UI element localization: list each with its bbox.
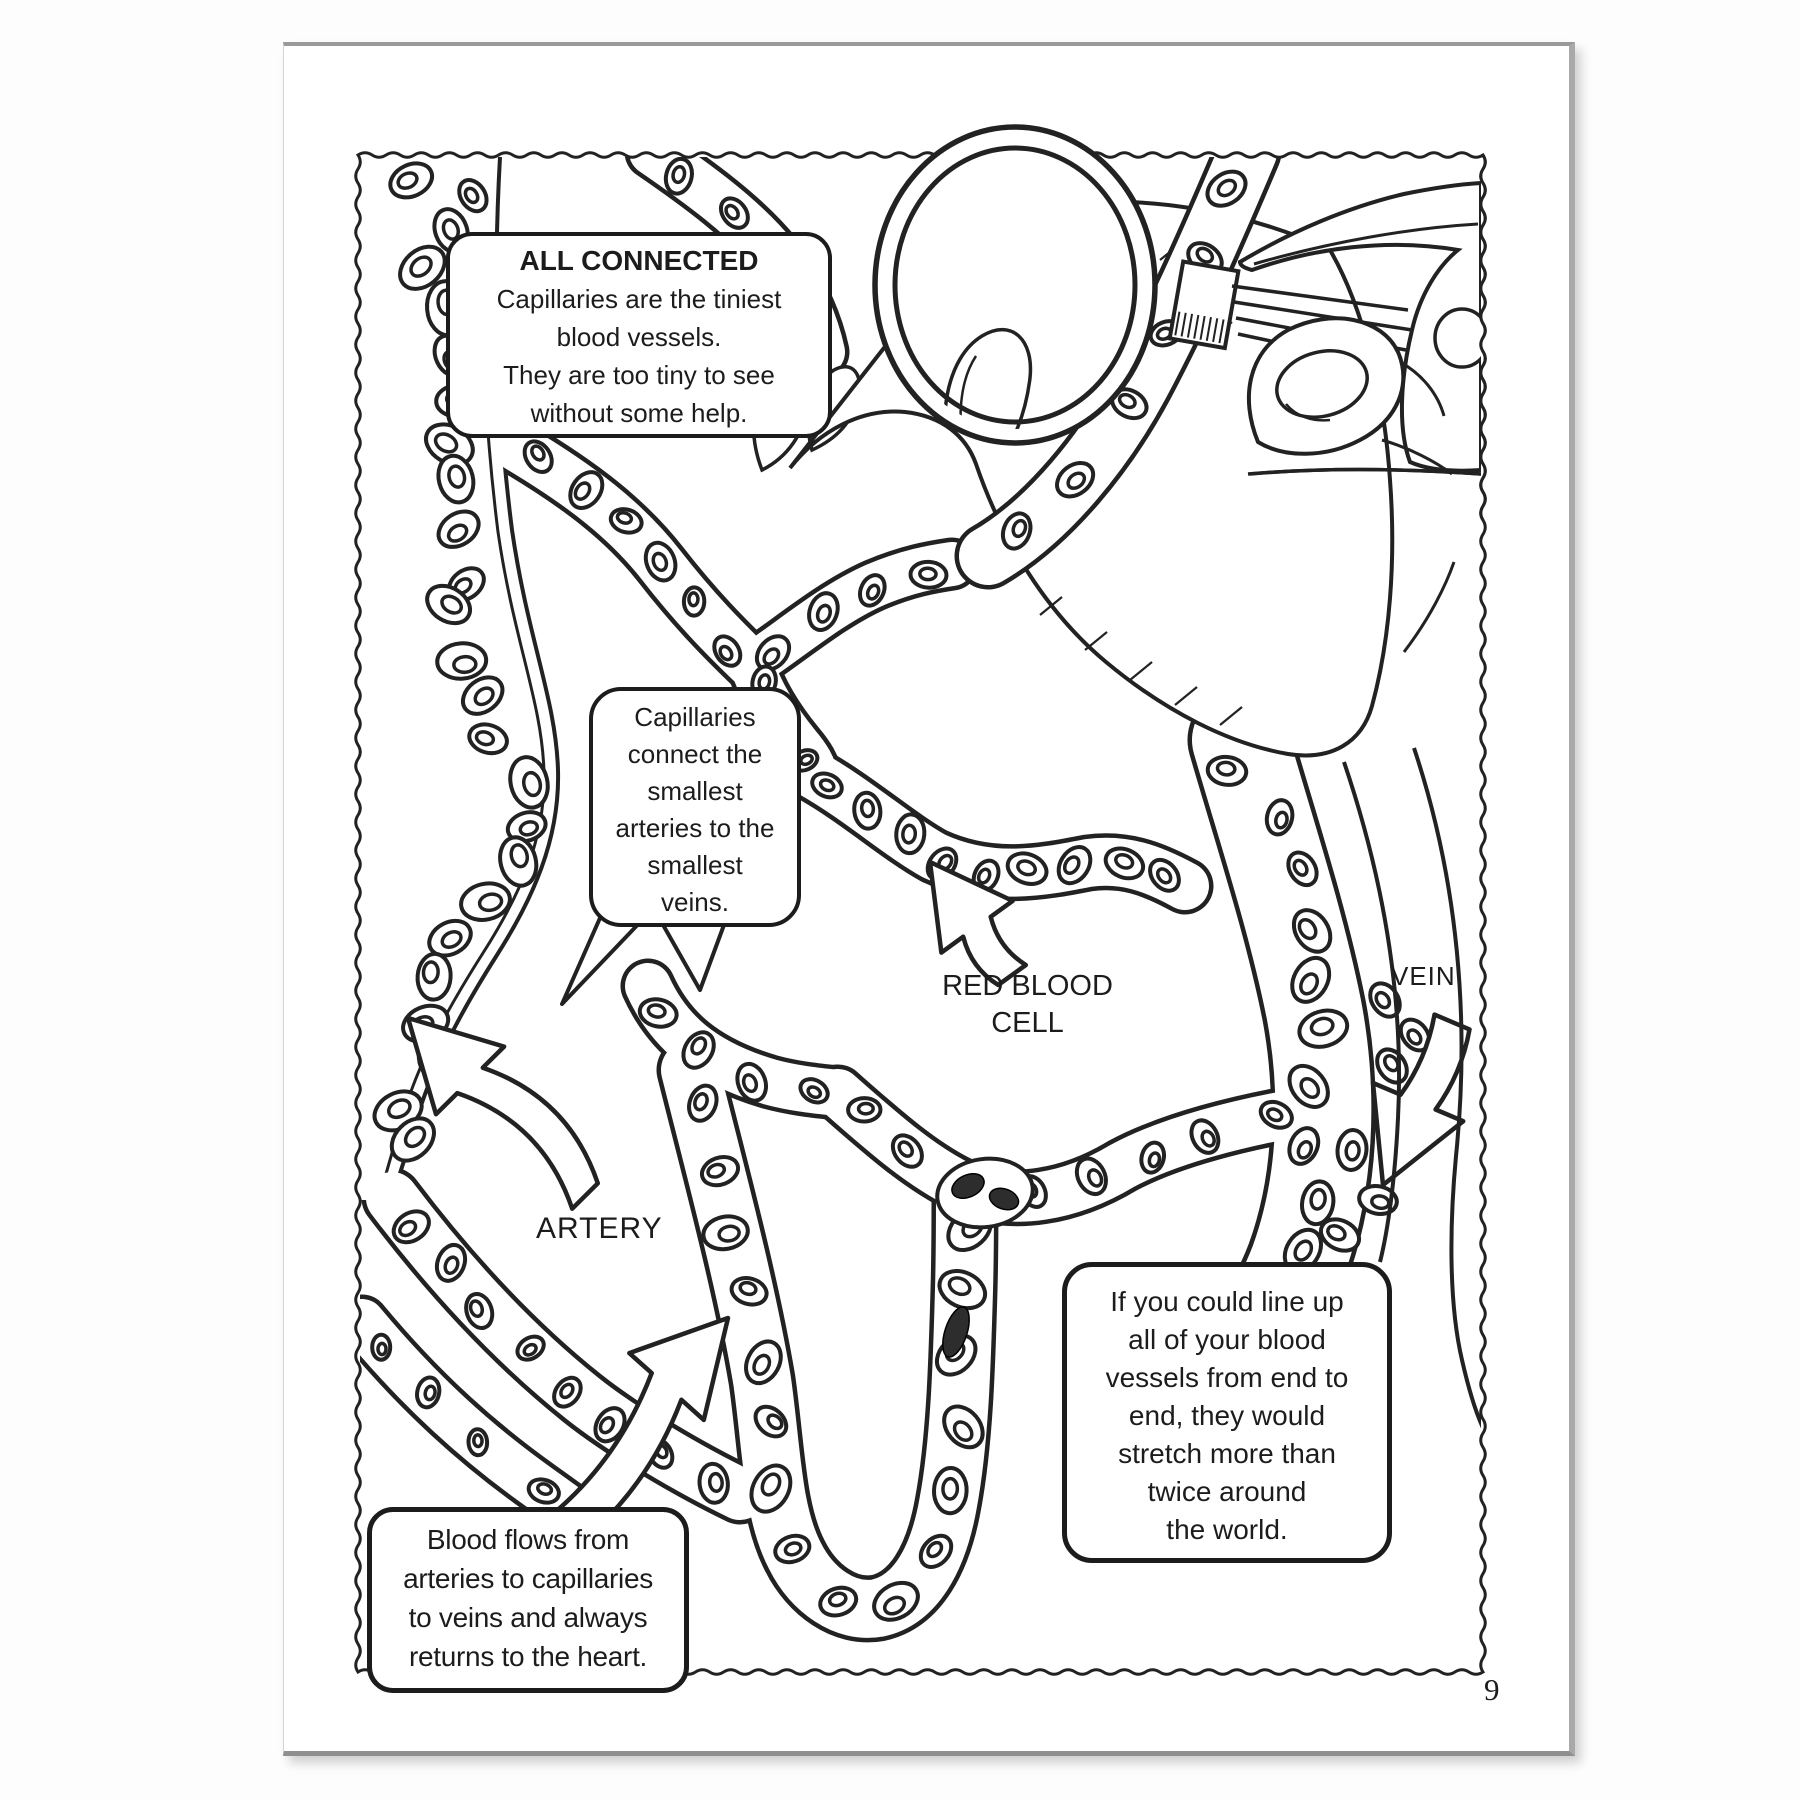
info-box-blood-flow [367,1507,689,1693]
info-line: returns to the heart. [408,1641,648,1672]
red-blood-cell [372,1335,390,1360]
red-blood-cell [895,813,926,854]
red-blood-cell [468,1429,488,1456]
fact-line: all of your blood [1128,1324,1326,1355]
bubble-line: smallest [647,776,743,806]
bubble-line: arteries to the [615,813,775,843]
speech-bubble-capillaries [589,687,801,927]
red-blood-cell [684,587,705,616]
red-blood-cell [436,642,487,681]
bubble-line: veins. [661,887,729,917]
red-blood-cell [910,561,947,589]
info-line: Capillaries are the tiniest [496,284,782,314]
page-border [1481,155,1486,520]
info-line: Blood flows from [426,1524,630,1555]
page-number: 9 [1484,1672,1500,1707]
magnifier-ferrule [1170,262,1239,349]
bubble-line: smallest [647,850,743,880]
red-blood-cell [1371,1044,1413,1088]
info-box-title: ALL CONNECTED [519,245,759,276]
fact-line: end, they would [1128,1400,1326,1431]
red-blood-cell [933,1467,967,1513]
red-blood-cell [416,953,452,1001]
fact-box-blood-vessels [1062,1262,1392,1563]
bubble-line: connect the [627,739,763,769]
info-line: They are too tiny to see [503,360,775,390]
artery-arrow [408,1018,598,1209]
fact-line: the world. [1166,1514,1288,1545]
fact-line: If you could line up [1110,1286,1344,1317]
bubble-line: Capillaries [634,702,756,732]
label-red-blood-cell: RED BLOOD CELL [942,970,1113,1039]
info-box-all-connected [446,232,832,438]
label-artery: ARTERY [536,1212,663,1245]
fact-line: vessels from end to [1105,1362,1349,1393]
fact-line: twice around [1147,1476,1307,1507]
fact-line: stretch more than [1118,1438,1336,1469]
info-line: without some help. [530,398,748,428]
info-line: arteries to capillaries [403,1563,653,1594]
info-line: to veins and always [408,1602,648,1633]
label-vein: VEIN [1391,961,1456,991]
red-blood-cell [848,1098,881,1122]
info-line: blood vessels. [556,322,722,352]
